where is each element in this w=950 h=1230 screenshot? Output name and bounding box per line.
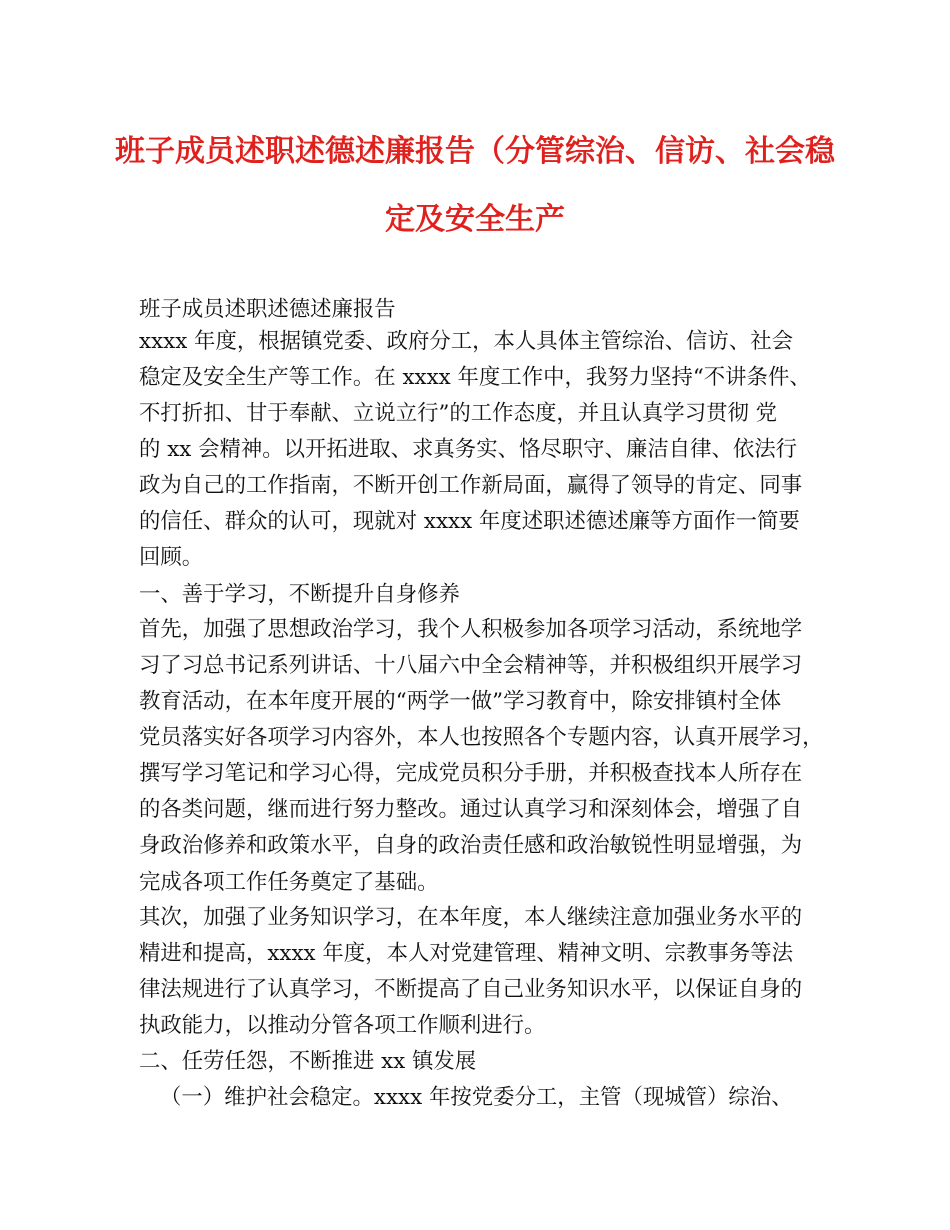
body-line: 稳定及安全生产等工作。在 xxxx 年度工作中，我努力坚持“不讲条件、 [139, 365, 811, 390]
body-line: 律法规进行了认真学习，不断提高了自己业务知识水平，以保证自身的 [139, 977, 803, 1002]
body-line: 政为自己的工作指南，不断开创工作新局面，赢得了领导的肯定、同事 [139, 473, 803, 498]
body-line: 的各类问题，继而进行努力整改。通过认真学习和深刻体会，增强了自 [139, 797, 803, 822]
body-line: 的 xx 会精神。以开拓进取、求真务实、恪尽职守、廉洁自律、依法行 [139, 437, 798, 462]
body-line: 不打折扣、甘于奉献、立说立行”的工作态度，并且认真学习贯彻 党 [139, 401, 778, 426]
subsection-heading-1: （一）维护社会稳定。xxxx 年按党委分工，主管（现城管）综治、 [160, 1085, 793, 1110]
body-line: 首先，加强了思想政治学习，我个人积极参加各项学习活动，系统地学 [139, 617, 803, 642]
section-heading-2: 二、任劳任怨，不断推进 xx 镇发展 [139, 1049, 477, 1074]
body-heading-report: 班子成员述职述德述廉报告 [139, 297, 396, 322]
body-line: 执政能力，以推动分管各项工作顺利进行。 [139, 1013, 546, 1038]
body-line: 习了习总书记系列讲话、十八届六中全会精神等，并积极组织开展学习 [139, 653, 803, 678]
document-title-line-1: 班子成员述职述德述廉报告（分管综治、信访、社会稳 [115, 134, 835, 169]
body-line: 的信任、群众的认可，现就对 xxxx 年度述职述德述廉等方面作一简要 [139, 509, 800, 534]
body-line: 完成各项工作任务奠定了基础。 [139, 870, 439, 895]
body-line: 其次，加强了业务知识学习，在本年度，本人继续注意加强业务水平的 [139, 905, 803, 930]
section-heading-1: 一、善于学习，不断提升自身修养 [139, 582, 460, 607]
body-line: 党员落实好各项学习内容外，本人也按照各个专题内容，认真开展学习， [139, 725, 824, 750]
document-title-line-2: 定及安全生产 [385, 202, 565, 237]
body-line: xxxx 年度，根据镇党委、政府分工，本人具体主管综治、信访、社会 [139, 329, 793, 354]
body-line: 身政治修养和政策水平，自身的政治责任感和政治敏锐性明显增强，为 [139, 833, 803, 858]
body-line: 回顾。 [139, 545, 204, 570]
body-line: 精进和提高，xxxx 年度，本人对党建管理、精神文明、宗教事务等法 [139, 941, 793, 966]
body-line: 撰写学习笔记和学习心得，完成党员积分手册，并积极查找本人所存在 [139, 761, 803, 786]
body-line: 教育活动，在本年度开展的“两学一做”学习教育中，除安排镇村全体 [139, 689, 782, 714]
